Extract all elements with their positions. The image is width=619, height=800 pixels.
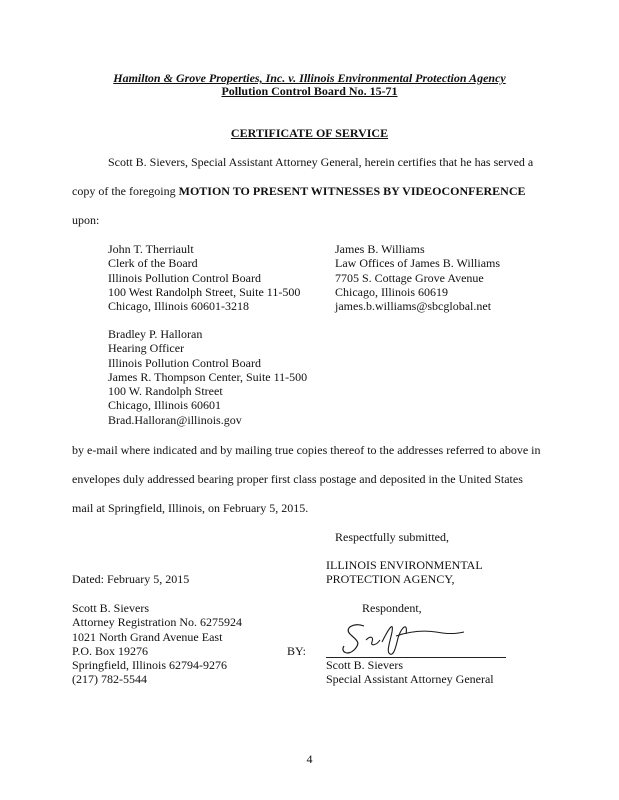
recipient-hearing-officer-line: 100 W. Randolph Street <box>108 384 223 399</box>
recipient-clerk-line: John T. Therriault <box>108 242 194 256</box>
recipient-clerk <box>108 242 300 313</box>
service-text-line: by e-mail where indicated and by mailing true copies thereof to the addresses referred to above in <box>72 443 541 457</box>
certificate-intro-line2 <box>72 184 526 198</box>
certificate-title: CERTIFICATE OF SERVICE <box>230 126 389 140</box>
recipient-clerk-line: Chicago, Illinois 60601-3218 <box>108 299 249 314</box>
recipient-clerk-line: Clerk of the Board <box>108 256 198 271</box>
attorney-name: Scott B. Sievers <box>72 601 149 615</box>
signer-name: Scott B. Sievers <box>326 658 403 672</box>
respondent-label: Respondent, <box>362 601 422 615</box>
service-text-line: mail at Springfield, Illinois, on February 5, 2015. <box>72 501 309 515</box>
recipient-williams-line: 7705 S. Cottage Grove Avenue <box>335 270 484 285</box>
attorney-address: 1021 North Grand Avenue East <box>72 629 223 644</box>
motion-title: MOTION TO PRESENT WITNESSES BY VIDEOCONFERENCE <box>178 184 526 198</box>
board-number: Pollution Control Board No. 15-71 <box>221 84 398 98</box>
recipient-hearing-officer-line: Hearing Officer <box>108 341 185 356</box>
recipient-williams-line: James B. Williams <box>335 242 425 256</box>
attorney-po-box: P.O. Box 19276 <box>72 643 149 658</box>
dated-line: Dated: February 5, 2015 <box>72 572 190 586</box>
signer-title: Special Assistant Attorney General <box>326 672 494 686</box>
attorney-block <box>72 601 242 687</box>
attorney-phone: (217) 782-5544 <box>72 672 147 687</box>
recipient-hearing-officer-line: Chicago, Illinois 60601 <box>108 398 221 413</box>
recipient-williams-line: Law Offices of James B. Williams <box>335 256 501 271</box>
recipient-hearing-officer-line: Bradley P. Halloran <box>108 327 203 341</box>
recipient-williams-email: james.b.williams@sbcglobal.net <box>335 299 492 314</box>
signature-graphic <box>336 612 466 658</box>
certificate-intro-line1: Scott B. Sievers, Special Assistant Attorney General, herein certifies that he has served a <box>108 155 534 169</box>
attorney-registration: Attorney Registration No. 6275924 <box>72 615 242 630</box>
recipient-clerk-line: Illinois Pollution Control Board <box>108 270 262 285</box>
recipient-hearing-officer-line: James R. Thompson Center, Suite 11-500 <box>108 369 308 384</box>
upon-label: upon: <box>72 213 100 227</box>
agency-name-line1: ILLINOIS ENVIRONMENTAL <box>326 558 483 572</box>
recipient-hearing-officer-email: Brad.Halloran@illinois.gov <box>108 412 242 427</box>
recipient-williams <box>335 242 500 313</box>
intro-prefix: copy of the foregoing <box>72 184 179 198</box>
respectfully-submitted: Respectfully submitted, <box>335 530 449 544</box>
recipient-williams-line: Chicago, Illinois 60619 <box>335 284 448 299</box>
case-title: Hamilton & Grove Properties, Inc. v. Illinois Environmental Protection Agency <box>113 71 506 85</box>
recipient-clerk-line: 100 West Randolph Street, Suite 11-500 <box>108 284 301 299</box>
by-label: BY: <box>287 644 306 658</box>
agency-name-line2: PROTECTION AGENCY, <box>326 572 455 586</box>
recipient-hearing-officer-line: Illinois Pollution Control Board <box>108 355 262 370</box>
attorney-city: Springfield, Illinois 62794-9276 <box>72 658 227 673</box>
service-text-line: envelopes duly addressed bearing proper first class postage and deposited in the United States <box>72 472 523 486</box>
recipient-hearing-officer <box>108 327 307 427</box>
page-number: 4 <box>306 752 313 766</box>
